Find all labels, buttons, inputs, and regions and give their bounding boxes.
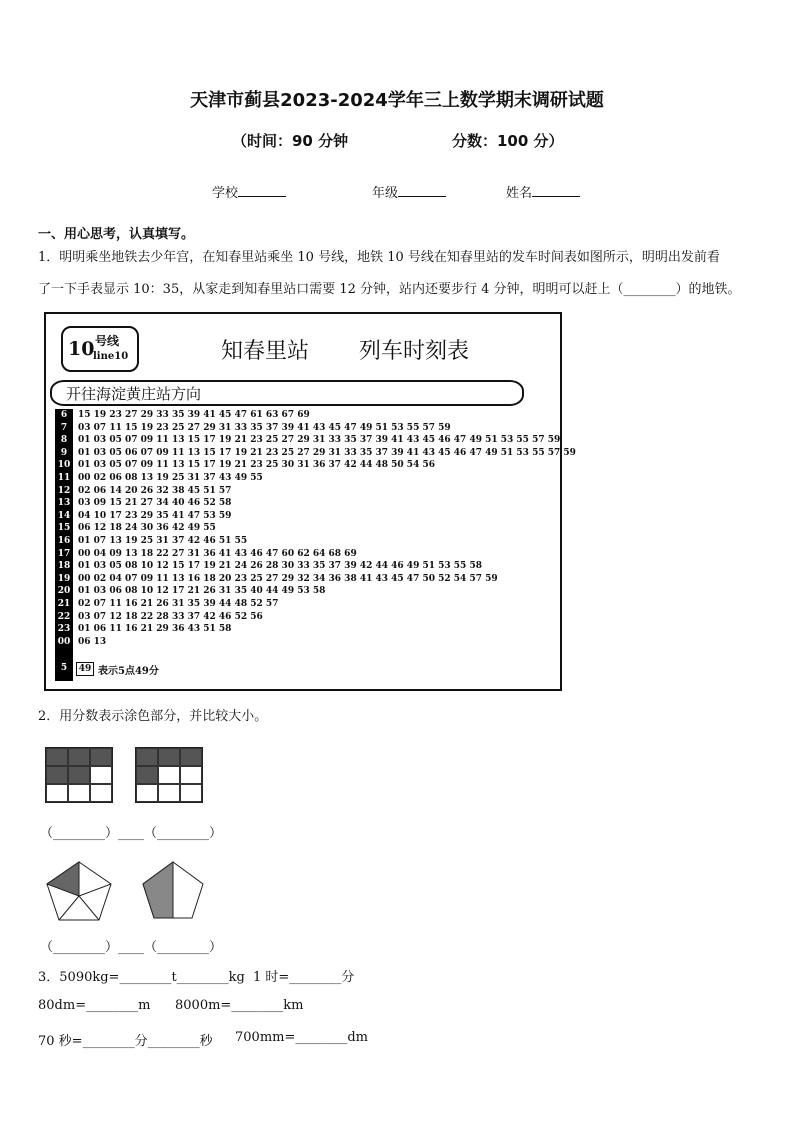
- name-blank[interactable]: [532, 184, 580, 197]
- school-field[interactable]: [212, 182, 286, 201]
- page-title: 天津市蓟县2023-2024学年三上数学期末调研试题: [190, 90, 604, 111]
- section-heading: 一、用心思考，认真填写。: [38, 227, 195, 242]
- name-field[interactable]: [506, 182, 580, 201]
- timetable-heading: 列车时刻表: [359, 339, 470, 364]
- timetable-figure: [44, 312, 576, 691]
- direction-banner: [50, 380, 524, 406]
- timetable-minutes: 02 07 11 16 21 26 31 35 39 44 48 52 57: [78, 599, 279, 609]
- timetable-minutes: 01 03 05 06 07 09 11 13 15 17 19 21 23 25 27 29 31 33 35 37 39 41 43 45 46 47 49 51 53 55 57 59: [78, 447, 576, 458]
- line-english: line10: [93, 351, 129, 362]
- timetable-minutes: 01 03 05 08 10 12 15 17 19 21 24 26 28 30 33 35 37 39 42 44 46 49 51 53 55 58: [78, 561, 482, 572]
- timetable-hour: 14: [57, 510, 71, 521]
- pentagon-figure-left: [44, 860, 114, 922]
- legend-hour-row: [46, 662, 76, 675]
- q3-item-2a[interactable]: 80dm=________m: [38, 998, 151, 1013]
- direction-text: 开往海淀黄庄站方向: [66, 385, 202, 403]
- legend-text: 表示5点49分: [98, 666, 159, 677]
- line-number: 10: [68, 338, 95, 360]
- q3-item-3b[interactable]: 700mm=________dm: [235, 1030, 369, 1045]
- exam-time: （时间：90 分钟: [232, 132, 349, 150]
- grade-blank[interactable]: [398, 184, 446, 197]
- legend-hour: 5: [60, 663, 68, 673]
- timetable-hour: 17: [57, 548, 71, 559]
- timetable-minutes: 04 10 17 23 29 35 41 47 53 59: [78, 510, 232, 521]
- timetable-hour: 10: [57, 460, 71, 471]
- timetable-minutes: 00 04 09 13 18 22 27 31 36 41 43 46 47 60 62 64 68 69: [78, 548, 357, 559]
- timetable-minutes: 01 03 06 08 10 12 17 21 26 31 35 40 44 49 53 58: [78, 586, 326, 597]
- timetable-minutes: 01 03 05 07 09 11 13 15 17 19 21 23 25 27 29 31 33 35 37 39 41 43 45 46 47 49 51 53 55 57 59: [78, 435, 561, 446]
- grade-field[interactable]: [372, 182, 446, 201]
- question-2: 2．用分数表示涂色部分，并比较大小。: [38, 709, 268, 724]
- timetable-minutes: 03 07 12 18 22 28 33 37 42 46 52 56: [78, 611, 263, 622]
- timetable-minutes: 01 06 11 16 21 29 36 43 51 58: [78, 624, 232, 635]
- legend-minute-box: 49: [76, 662, 94, 676]
- name-label: 姓名: [506, 186, 533, 201]
- q3-item-1a[interactable]: 3．5090kg=________t________kg: [38, 970, 245, 985]
- station-name: 知春里站: [221, 339, 310, 364]
- grid-figure-left: [45, 747, 113, 803]
- timetable-hour: 23: [57, 624, 71, 635]
- school-label: 学校: [212, 186, 239, 201]
- timetable-hour: 7: [60, 422, 68, 433]
- timetable-hour: 8: [60, 435, 68, 446]
- timetable-minutes: 03 09 15 21 27 34 40 46 52 58: [78, 498, 232, 509]
- timetable-minutes: 15 19 23 27 29 33 35 39 41 45 47 61 63 67 69: [78, 410, 310, 420]
- question-1-line-1: 1．明明乘坐地铁去少年宫，在知春里站乘坐 10 号线，地铁 10 号线在知春里站的发车时间表如图所示，明明出发前看: [38, 250, 720, 265]
- question-1-line-2: 了一下手表显示 10：35，从家走到知春里站口需要 12 分钟，站内还要步行 4 分钟，明明可以赶上（________）的地铁。: [38, 282, 741, 297]
- timetable-hour: 18: [57, 561, 71, 572]
- timetable-hour: 19: [57, 573, 71, 584]
- timetable-hour: 15: [57, 523, 71, 534]
- timetable-hour: 13: [57, 498, 71, 509]
- line-label: 号线: [95, 334, 120, 348]
- grid-figure-right: [135, 747, 203, 803]
- timetable-minutes: 06 12 18 24 30 36 42 49 55: [78, 523, 216, 534]
- timetable-minutes: 00 02 04 07 09 11 13 16 18 20 23 25 27 29 32 34 36 38 41 43 45 47 50 52 54 57 59: [78, 573, 498, 584]
- timetable-minutes: 01 03 05 07 09 11 13 15 17 19 21 23 25 30 31 36 37 42 44 48 50 54 56: [78, 460, 435, 471]
- q3-item-2b[interactable]: 8000m=________km: [175, 998, 304, 1013]
- timetable-minutes: 02 06 14 20 26 32 38 45 51 57: [78, 485, 232, 496]
- timetable-hour: 6: [60, 410, 68, 420]
- timetable-hour: 12: [57, 485, 71, 496]
- exam-score: 分数：100 分）: [452, 132, 564, 150]
- q3-item-3a[interactable]: 70 秒=________分________秒: [38, 1034, 213, 1049]
- timetable-minutes: 03 07 11 15 19 23 25 27 29 31 33 35 37 39 41 43 45 47 49 51 53 55 57 59: [78, 422, 451, 433]
- line-badge: [61, 326, 139, 372]
- pentagon-figure-right: [140, 860, 206, 920]
- timetable-minutes: 00 02 06 08 13 19 25 31 37 43 49 55: [78, 473, 263, 483]
- timetable-hour: 00: [57, 636, 71, 647]
- timetable-hour: 16: [57, 536, 71, 546]
- timetable-hour: 9: [60, 447, 68, 458]
- grade-label: 年级: [372, 186, 399, 201]
- timetable-minutes: 06 13: [78, 636, 107, 647]
- compare-answer-1[interactable]: （________）____（________）: [40, 826, 223, 841]
- school-blank[interactable]: [238, 184, 286, 197]
- timetable-hour: 20: [57, 586, 71, 597]
- q3-item-1b[interactable]: 1 时=________分: [253, 970, 355, 985]
- compare-answer-2[interactable]: （________）____（________）: [40, 940, 223, 955]
- timetable-minutes: 01 07 13 19 25 31 37 42 46 51 55: [78, 536, 248, 546]
- timetable-hour: 21: [57, 599, 71, 609]
- timetable-hour: 22: [57, 611, 71, 622]
- timetable-hour: 11: [57, 473, 71, 483]
